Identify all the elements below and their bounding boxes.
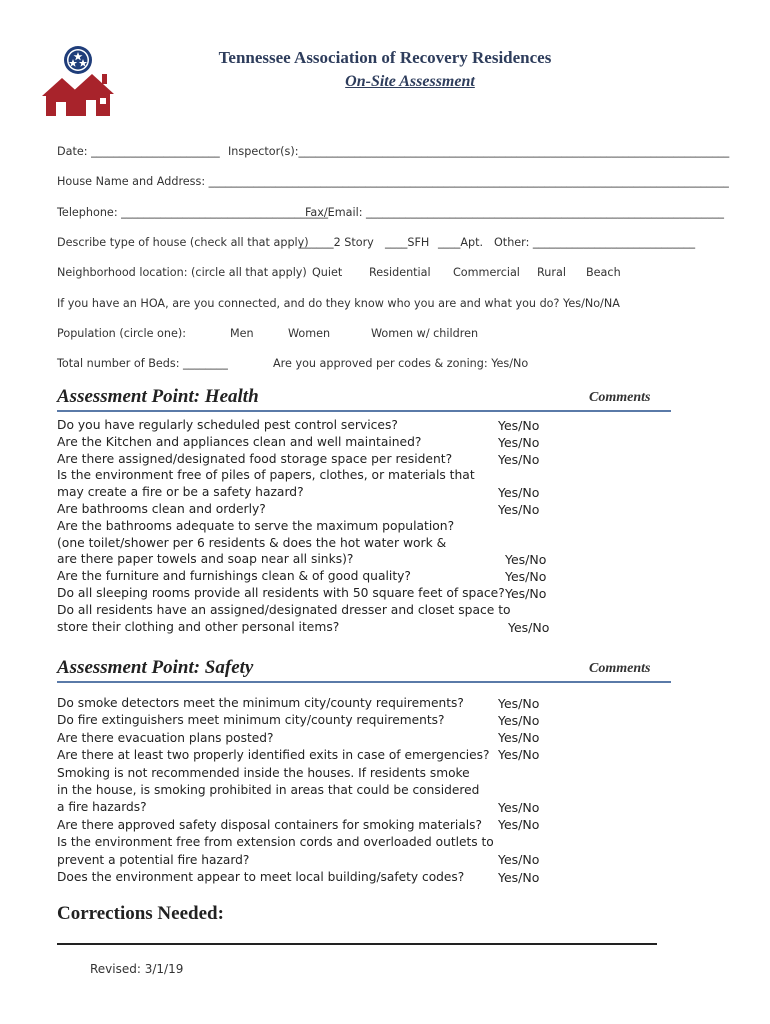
safety-question: a fire hazards? [57, 800, 147, 815]
population-option-women-children[interactable]: Women w/ children [371, 327, 479, 340]
safety-question: Does the environment appear to meet local building/safety codes? [57, 870, 465, 885]
beds-field[interactable]: Total number of Beds: ________ [57, 357, 228, 370]
house-type-other[interactable]: Other: _____________________________ [494, 236, 696, 249]
safety-divider [57, 681, 671, 683]
health-answer[interactable]: Yes/No [498, 435, 540, 450]
hoa-question: If you have an HOA, are you connected, and do they know who you are and what you do? Yes/No/NA [57, 297, 620, 310]
health-question: Do all residents have an assigned/designated dresser and closet space to [57, 602, 511, 617]
health-question: Are there assigned/designated food storage space per resident? [57, 451, 453, 466]
safety-answer[interactable]: Yes/No [498, 800, 540, 815]
house-type-2story[interactable]: ______2 Story [300, 236, 374, 249]
safety-answer[interactable]: Yes/No [498, 817, 540, 832]
codes-zoning-question: Are you approved per codes & zoning: Yes/No [273, 357, 529, 370]
health-question: (one toilet/shower per 6 residents & does the hot water work & [57, 535, 447, 550]
safety-question: Are there approved safety disposal containers for smoking materials? [57, 817, 482, 832]
health-section-heading: Assessment Point: Health [57, 386, 259, 407]
date-field[interactable]: Date: _______________________ [57, 145, 220, 158]
health-comments-label: Comments [589, 390, 651, 405]
house-type-sfh[interactable]: ____SFH [385, 236, 430, 249]
safety-question: Are there evacuation plans posted? [57, 730, 274, 745]
health-question: Is the environment free of piles of papers, clothes, or materials that [57, 468, 475, 483]
house-name-field[interactable]: House Name and Address: _____________________________________________________________________________________________ [57, 175, 729, 188]
house-type-label: Describe type of house (check all that apply) [57, 236, 309, 249]
health-answer[interactable]: Yes/No [505, 569, 547, 584]
revised-date: Revised: 3/1/19 [90, 962, 184, 976]
population-label: Population (circle one): [57, 327, 186, 340]
population-option-men[interactable]: Men [230, 327, 254, 340]
safety-questions [57, 695, 494, 886]
safety-answer[interactable]: Yes/No [498, 730, 540, 745]
neighborhood-option-quiet[interactable]: Quiet [312, 266, 343, 279]
safety-comments-label: Comments [589, 661, 651, 676]
health-answer[interactable]: Yes/No [505, 552, 547, 567]
safety-question: prevent a potential fire hazard? [57, 852, 250, 867]
health-divider [57, 410, 671, 412]
health-question: may create a fire or be a safety hazard? [57, 485, 304, 500]
health-question: are there paper towels and soap near all sinks)? [57, 552, 354, 567]
health-question: Are bathrooms clean and orderly? [57, 501, 266, 516]
health-answer[interactable]: Yes/No [508, 620, 550, 635]
health-question: Are the Kitchen and appliances clean and well maintained? [57, 434, 422, 449]
safety-question: Is the environment free from extension cords and overloaded outlets to [57, 835, 494, 850]
safety-question: Smoking is not recommended inside the houses. If residents smoke [57, 765, 470, 780]
neighborhood-option-residential[interactable]: Residential [369, 266, 431, 279]
safety-answer[interactable]: Yes/No [498, 713, 540, 728]
telephone-field[interactable]: Telephone: _____________________________________ [57, 206, 329, 219]
safety-question: Are there at least two properly identified exits in case of emergencies? [57, 748, 490, 763]
safety-answer[interactable]: Yes/No [498, 747, 540, 762]
health-answer[interactable]: Yes/No [498, 452, 540, 467]
health-question: Do all sleeping rooms provide all residents with 50 square feet of space? [57, 585, 505, 600]
safety-answer[interactable]: Yes/No [498, 852, 540, 867]
safety-answer[interactable]: Yes/No [498, 696, 540, 711]
safety-question: Do fire extinguishers meet minimum city/county requirements? [57, 713, 445, 728]
health-answer[interactable]: Yes/No [498, 485, 540, 500]
safety-section-heading: Assessment Point: Safety [57, 657, 254, 678]
inspector-field[interactable]: Inspector(s):_____________________________________________________________________________ [228, 145, 730, 158]
health-questions [57, 417, 511, 635]
safety-answer[interactable]: Yes/No [498, 870, 540, 885]
health-question: Do you have regularly scheduled pest control services? [57, 418, 398, 432]
house-type-apt[interactable]: ____Apt. [438, 236, 484, 249]
neighborhood-option-rural[interactable]: Rural [537, 266, 566, 279]
population-option-women[interactable]: Women [288, 327, 331, 340]
neighborhood-option-beach[interactable]: Beach [586, 266, 621, 279]
fax-email-field[interactable]: Fax/Email: ________________________________________________________________ [305, 206, 725, 219]
safety-question: in the house, is smoking prohibited in areas that could be considered [57, 783, 480, 798]
health-question: Are the furniture and furnishings clean & of good quality? [57, 569, 411, 584]
health-answer[interactable]: Yes/No [498, 418, 540, 433]
health-question: store their clothing and other personal items? [57, 619, 340, 634]
corrections-heading: Corrections Needed: [57, 903, 224, 924]
corrections-line[interactable] [57, 943, 657, 945]
health-question: Are the bathrooms adequate to serve the maximum population? [57, 518, 455, 533]
neighborhood-label: Neighborhood location: (circle all that apply) [57, 266, 307, 279]
safety-question: Do smoke detectors meet the minimum city/county requirements? [57, 696, 464, 710]
health-answer[interactable]: Yes/No [498, 502, 540, 517]
health-answer[interactable]: Yes/No [505, 586, 547, 601]
page-subtitle: On-Site Assessment [345, 73, 475, 90]
page-title: Tennessee Association of Recovery Residences [218, 48, 552, 67]
neighborhood-option-commercial[interactable]: Commercial [453, 266, 520, 279]
